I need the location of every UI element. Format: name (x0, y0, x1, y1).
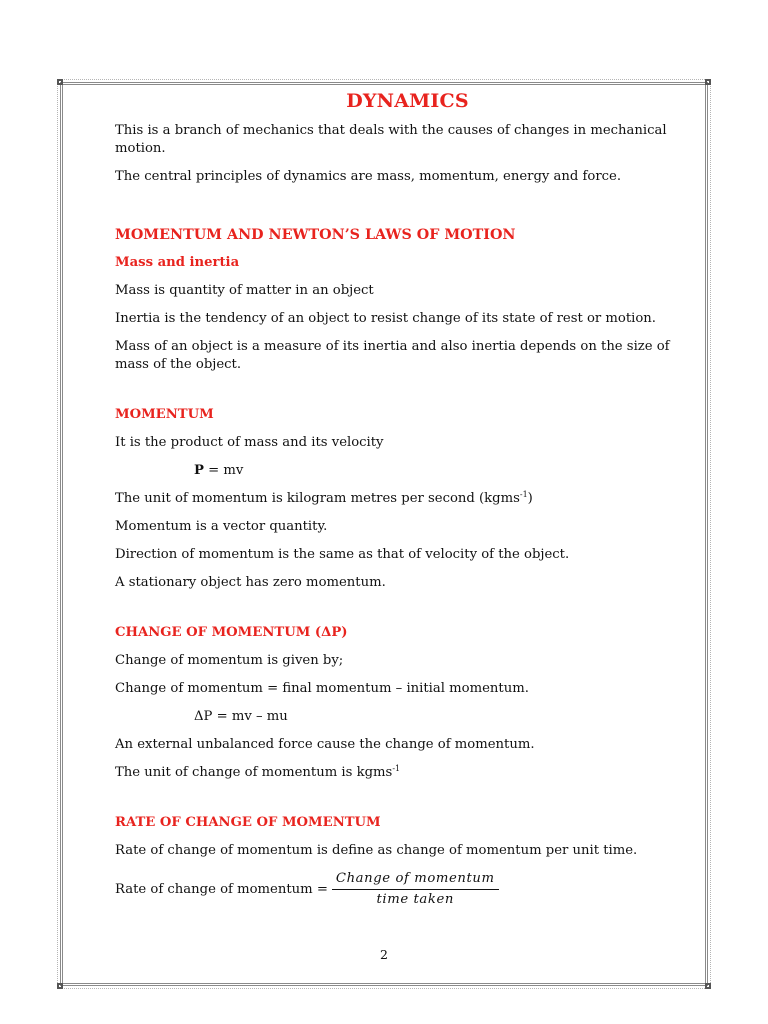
momentum-stationary: A stationary object has zero momentum. (115, 575, 386, 590)
change-unit-text: The unit of change of momentum is kgms (115, 765, 393, 780)
mass-inertia-relation: Mass of an object is a measure of its inertia and also inertia depends on the size of mass of the object. (115, 339, 670, 372)
momentum-vector: Momentum is a vector quantity. (115, 519, 328, 534)
change-unit-superscript: -1 (392, 764, 401, 773)
section-heading-momentum-laws: MOMENTUM AND NEWTON’S LAWS OF MOTION (115, 227, 516, 243)
fraction-numerator: Change of momentum (332, 870, 499, 890)
change-given-by: Change of momentum is given by; (115, 653, 344, 668)
page-number: 2 (380, 947, 388, 962)
momentum-formula-rest: = mv (203, 463, 244, 478)
section-heading-momentum: MOMENTUM (115, 407, 214, 422)
momentum-direction: Direction of momentum is the same as that of velocity of the object. (115, 547, 570, 562)
momentum-definition: It is the product of mass and its velocity (115, 435, 384, 450)
border-corner-bottom-right (705, 983, 711, 989)
document-title: DYNAMICS (346, 90, 469, 112)
change-equation: Change of momentum = final momentum – initial momentum. (115, 681, 529, 696)
momentum-unit (115, 490, 700, 508)
section-heading-rate-of-change: RATE OF CHANGE OF MOMENTUM (115, 815, 381, 830)
momentum-unit-text: The unit of momentum is kilogram metres per second (kgms (115, 491, 520, 506)
border-corner-bottom-left (57, 983, 63, 989)
momentum-unit-superscript: -1 (519, 490, 528, 499)
momentum-symbol: P (194, 463, 204, 478)
delta-p-formula: ΔP = mv – mu (194, 709, 288, 724)
border-corner-top-left (57, 79, 63, 85)
intro-paragraph-2: The central principles of dynamics are mass, momentum, energy and force. (115, 169, 622, 184)
rate-formula (115, 870, 700, 909)
fraction-denominator: time taken (376, 892, 454, 907)
change-unit (115, 764, 700, 782)
mass-definition: Mass is quantity of matter in an object (115, 283, 374, 298)
rate-fraction (332, 870, 499, 909)
rate-formula-label: Rate of change of momentum = (115, 881, 328, 897)
section-heading-change-of-momentum: CHANGE OF MOMENTUM (ΔP) (115, 625, 348, 640)
intro-paragraph-1: This is a branch of mechanics that deals with the causes of changes in mechanical motion. (115, 123, 667, 156)
rate-definition: Rate of change of momentum is define as change of momentum per unit time. (115, 843, 638, 858)
momentum-unit-close: ) (527, 491, 533, 506)
border-corner-top-right (705, 79, 711, 85)
subheading-mass-inertia: Mass and inertia (115, 255, 240, 270)
momentum-formula (115, 462, 700, 480)
inertia-definition: Inertia is the tendency of an object to resist change of its state of rest or motion. (115, 311, 656, 326)
document-content (115, 88, 700, 909)
external-force-line: An external unbalanced force cause the change of momentum. (115, 737, 535, 752)
